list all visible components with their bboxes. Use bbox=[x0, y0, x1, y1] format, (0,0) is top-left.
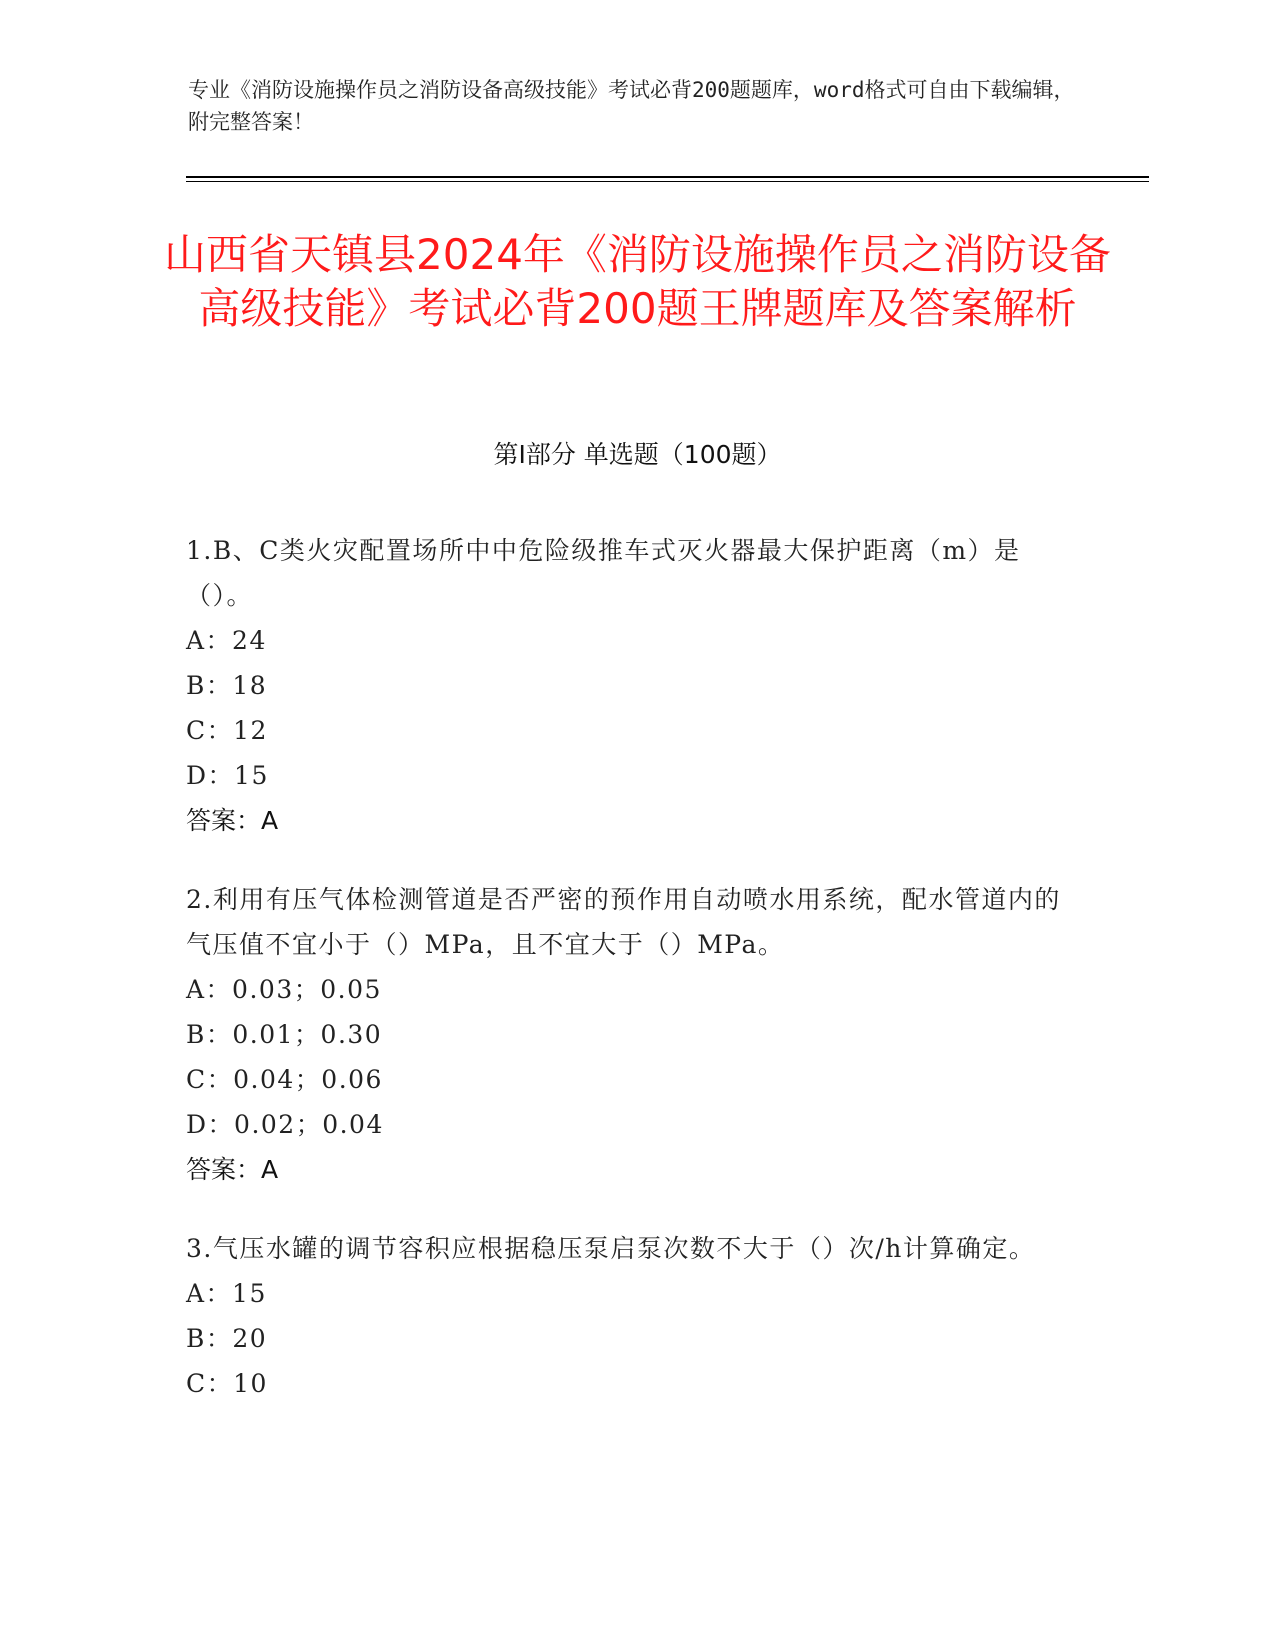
section-title: 第I部分 单选题（100题） bbox=[493, 440, 782, 469]
document-title: 山西省天镇县2024年《消防设施操作员之消防设备高级技能》考试必背200题王牌题库及答案解析 bbox=[164, 230, 1111, 333]
option-b: B：18 bbox=[186, 671, 268, 700]
question-item bbox=[186, 528, 1086, 843]
question-stem: 1.B、C类火灾配置场所中中危险级推车式灭火器最大保护距离（m）是（）。 bbox=[186, 536, 1021, 610]
question-item bbox=[186, 877, 1086, 1192]
option-d: D：15 bbox=[186, 761, 269, 790]
option-a: A：0.03；0.05 bbox=[186, 975, 382, 1004]
option-a: A：15 bbox=[186, 1279, 267, 1308]
header-divider-thin bbox=[186, 181, 1149, 182]
header-note: 专业《消防设施操作员之消防设备高级技能》考试必背200题题库，word格式可自由下载编辑，附完整答案！ bbox=[188, 78, 1075, 134]
question-stem: 3.气压水罐的调节容积应根据稳压泵启泵次数不大于（）次/h计算确定。 bbox=[186, 1234, 1036, 1263]
option-c: C：10 bbox=[186, 1369, 268, 1398]
option-b: B：0.01；0.30 bbox=[186, 1020, 383, 1049]
answer-label: 答案：A bbox=[186, 1155, 279, 1184]
question-stem: 2.利用有压气体检测管道是否严密的预作用自动喷水用系统，配水管道内的气压值不宜小于（）MPa，且不宜大于（）MPa。 bbox=[186, 885, 1061, 959]
option-c: C：12 bbox=[186, 716, 268, 745]
question-item bbox=[186, 1226, 1086, 1406]
header-divider-thick bbox=[186, 176, 1149, 178]
option-d: D：0.02；0.04 bbox=[186, 1110, 384, 1139]
option-c: C：0.04；0.06 bbox=[186, 1065, 383, 1094]
question-list bbox=[186, 528, 1086, 1440]
answer-label: 答案：A bbox=[186, 806, 279, 835]
option-b: B：20 bbox=[186, 1324, 268, 1353]
option-a: A：24 bbox=[186, 626, 267, 655]
